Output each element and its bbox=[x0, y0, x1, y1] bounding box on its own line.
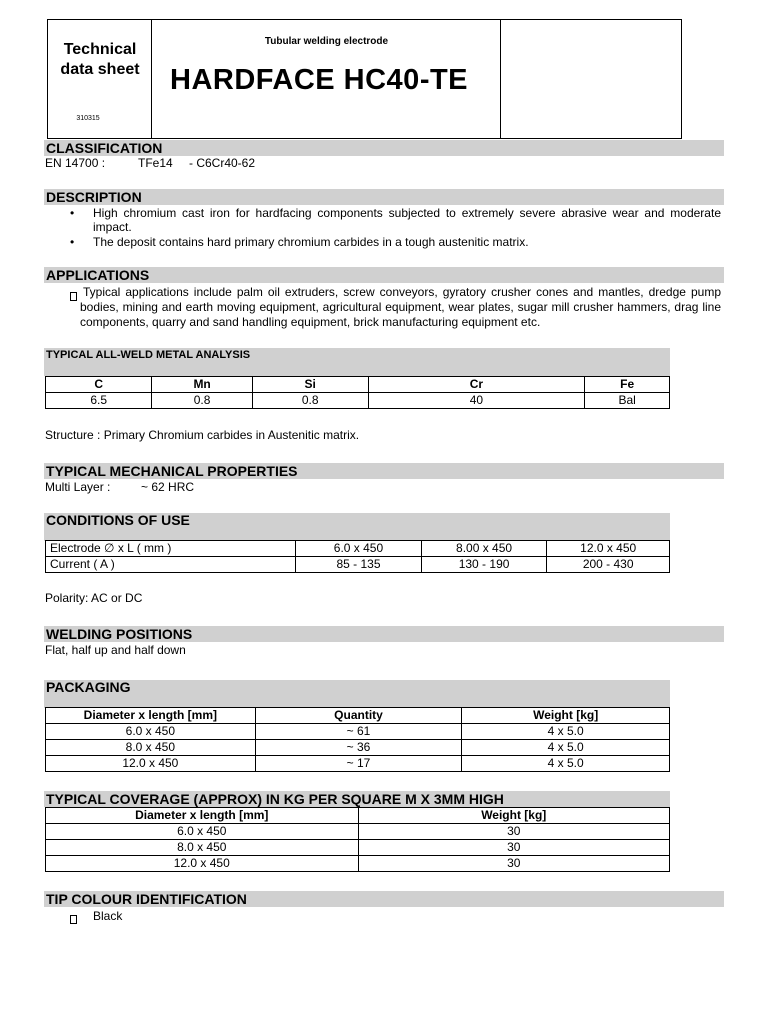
cell-weight: 30 bbox=[358, 824, 670, 840]
table-row bbox=[46, 393, 670, 409]
col-fe: Fe bbox=[585, 377, 670, 393]
applications-text bbox=[80, 285, 721, 330]
applications-text-content: Typical applications include palm oil extruders, screw conveyors, gyratory crusher cones and mantles, dredge pump bodies, mining and earth moving equipment, agricultural equipment, wear plates, sugar mill crusher hammers, drag line components, quarry and sand handling equipment, brick manufacturing equipment etc. bbox=[80, 285, 721, 329]
description-bullet-2: The deposit contains hard primary chromium carbides in a tough austenitic matrix. bbox=[93, 235, 529, 249]
cell-mn: 0.8 bbox=[152, 393, 252, 409]
section-conditions: CONDITIONS OF USE bbox=[46, 512, 190, 528]
checkbox-icon bbox=[70, 912, 77, 926]
table-row bbox=[46, 557, 670, 573]
analysis-table bbox=[45, 376, 670, 409]
section-description: DESCRIPTION bbox=[44, 189, 724, 205]
table-header-row bbox=[46, 377, 670, 393]
packaging-heading-box bbox=[44, 680, 670, 708]
coverage-heading-box bbox=[44, 791, 670, 807]
positions-text: Flat, half up and half down bbox=[45, 643, 186, 657]
coverage-table bbox=[45, 807, 670, 872]
tip-colour-value: Black bbox=[93, 909, 123, 923]
cell-size-1: 6.0 x 450 bbox=[296, 541, 422, 557]
section-mechanical: TYPICAL MECHANICAL PROPERTIES bbox=[44, 463, 724, 479]
cell-weight: 4 x 5.0 bbox=[462, 756, 670, 772]
col-mn: Mn bbox=[152, 377, 252, 393]
classification-value: TFe14 bbox=[138, 156, 173, 170]
cell-weight: 4 x 5.0 bbox=[462, 740, 670, 756]
cell-weight: 4 x 5.0 bbox=[462, 724, 670, 740]
header-left-cell bbox=[48, 20, 152, 138]
section-tip-colour: TIP COLOUR IDENTIFICATION bbox=[44, 891, 724, 907]
structure-text: Structure : Primary Chromium carbides in Austenitic matrix. bbox=[45, 428, 360, 442]
col-c: C bbox=[46, 377, 152, 393]
col-quantity: Quantity bbox=[255, 708, 462, 724]
packaging-table bbox=[45, 707, 670, 772]
classification-value2: - C6Cr40-62 bbox=[189, 156, 256, 170]
cell-size-3: 12.0 x 450 bbox=[547, 541, 670, 557]
table-row bbox=[46, 824, 670, 840]
cell-size-2: 8.00 x 450 bbox=[421, 541, 547, 557]
table-row bbox=[46, 756, 670, 772]
col-weight: Weight [kg] bbox=[358, 808, 670, 824]
table-row bbox=[46, 541, 670, 557]
table-header-row bbox=[46, 808, 670, 824]
bullet-dot: • bbox=[70, 235, 75, 249]
table-header-row bbox=[46, 708, 670, 724]
cell-weight: 30 bbox=[358, 840, 670, 856]
col-weight: Weight [kg] bbox=[462, 708, 670, 724]
analysis-heading-box bbox=[44, 348, 670, 376]
polarity-text: Polarity: AC or DC bbox=[45, 591, 143, 605]
cell-diameter: 8.0 x 450 bbox=[46, 840, 359, 856]
cell-current-label: Current ( A ) bbox=[46, 557, 296, 573]
product-title: HARDFACE HC40-TE bbox=[170, 64, 469, 96]
cell-diameter: 6.0 x 450 bbox=[46, 824, 359, 840]
cell-electrode-label: Electrode ∅ x L ( mm ) bbox=[46, 541, 296, 557]
cell-si: 0.8 bbox=[252, 393, 368, 409]
description-bullet-1: High chromium cast iron for hardfacing components subjected to extremely severe abrasive wear and moderate impact. bbox=[93, 206, 721, 234]
doc-type: Technical data sheet bbox=[60, 41, 140, 78]
cell-diameter: 6.0 x 450 bbox=[46, 724, 256, 740]
section-applications: APPLICATIONS bbox=[44, 267, 724, 283]
cell-current-3: 200 - 430 bbox=[547, 557, 670, 573]
col-si: Si bbox=[252, 377, 368, 393]
header-box bbox=[47, 19, 682, 139]
cell-quantity: ~ 36 bbox=[255, 740, 462, 756]
doc-code: 310315 bbox=[76, 115, 100, 122]
cell-diameter: 12.0 x 450 bbox=[46, 856, 359, 872]
section-positions: WELDING POSITIONS bbox=[44, 626, 724, 642]
mechanical-label: Multi Layer : bbox=[45, 480, 111, 494]
col-cr: Cr bbox=[368, 377, 585, 393]
cell-quantity: ~ 61 bbox=[255, 724, 462, 740]
doc-subtitle: Tubular welding electrode bbox=[264, 36, 389, 47]
cell-fe: Bal bbox=[585, 393, 670, 409]
section-packaging: PACKAGING bbox=[46, 679, 131, 695]
classification-label: EN 14700 : bbox=[45, 156, 106, 170]
section-analysis: TYPICAL ALL-WELD METAL ANALYSIS bbox=[46, 349, 251, 361]
table-row bbox=[46, 840, 670, 856]
cell-diameter: 8.0 x 450 bbox=[46, 740, 256, 756]
col-diameter: Diameter x length [mm] bbox=[46, 708, 256, 724]
cell-c: 6.5 bbox=[46, 393, 152, 409]
mechanical-value: ~ 62 HRC bbox=[141, 480, 195, 494]
cell-quantity: ~ 17 bbox=[255, 756, 462, 772]
col-diameter: Diameter x length [mm] bbox=[46, 808, 359, 824]
conditions-heading-box bbox=[44, 513, 670, 541]
table-row bbox=[46, 740, 670, 756]
cell-cr: 40 bbox=[368, 393, 585, 409]
table-row bbox=[46, 856, 670, 872]
cell-diameter: 12.0 x 450 bbox=[46, 756, 256, 772]
cell-current-2: 130 - 190 bbox=[421, 557, 547, 573]
section-coverage: TYPICAL COVERAGE (APPROX) IN KG PER SQUARE M X 3MM HIGH bbox=[46, 791, 504, 807]
checkbox-icon bbox=[70, 289, 77, 303]
section-classification: CLASSIFICATION bbox=[44, 140, 724, 156]
table-row bbox=[46, 724, 670, 740]
cell-current-1: 85 - 135 bbox=[296, 557, 422, 573]
header-center-cell bbox=[152, 20, 501, 138]
cell-weight: 30 bbox=[358, 856, 670, 872]
conditions-table bbox=[45, 540, 670, 573]
bullet-dot: • bbox=[70, 206, 75, 220]
